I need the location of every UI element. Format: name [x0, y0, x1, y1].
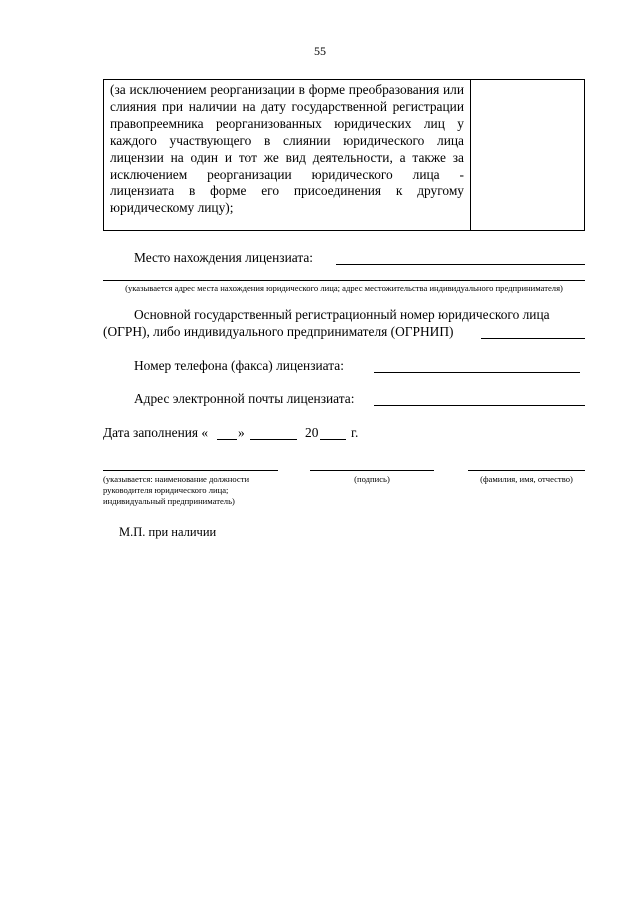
date-quote-close: »: [238, 425, 245, 440]
phone-label: Номер телефона (факса) лицензиата:: [134, 358, 344, 373]
date-year-suffix: г.: [351, 425, 359, 440]
date-day-field[interactable]: [217, 439, 237, 440]
date-label: Дата заполнения «: [103, 425, 209, 440]
ogrn-label-line1: Основной государственный регистрационный номер юридического лица: [134, 307, 550, 322]
email-field[interactable]: [374, 405, 585, 406]
phone-field[interactable]: [374, 372, 580, 373]
date-month-field[interactable]: [250, 439, 297, 440]
page-number: 55: [314, 44, 326, 58]
licensee-info-table: [103, 79, 585, 231]
ogrn-label-line2: (ОГРН), либо индивидуального предпринимателя (ОГРНИП): [103, 324, 454, 339]
email-label: Адрес электронной почты лицензиата:: [134, 391, 355, 406]
position-field[interactable]: [103, 470, 278, 471]
signature-hint: (подпись): [354, 474, 390, 484]
location-hint: (указывается адрес места нахождения юридического лица; адрес местожительства индивидуального предпринимателя): [125, 283, 563, 293]
table-column-divider: [470, 80, 471, 230]
ogrn-field[interactable]: [481, 338, 585, 339]
location-label: Место нахождения лицензиата:: [134, 250, 314, 265]
position-hint: (указывается: наименование должности руководителя юридического лица; индивидуальный предприниматель): [103, 474, 250, 506]
location-field[interactable]: [336, 264, 585, 265]
stamp-note: М.П. при наличии: [119, 525, 217, 539]
full-name-hint: (фамилия, имя, отчество): [480, 474, 573, 484]
date-year-field[interactable]: [320, 439, 346, 440]
location-field-continued[interactable]: [103, 280, 585, 281]
reorganization-clause-text: (за исключением реорганизации в форме преобразования или слияния при наличии на дату государственной регистрации правопреемника реорганизованных юридических лиц у каждого участвующего в слиянии юридического лица лицензии на один и тот же вид деятельности, а также за исключением реорганизации юридического лица - лицензиата в форме его присоединения к другому юридическому лицу);: [110, 82, 464, 216]
signature-field[interactable]: [310, 470, 434, 471]
date-year-prefix: 20: [305, 425, 319, 440]
full-name-field[interactable]: [468, 470, 585, 471]
